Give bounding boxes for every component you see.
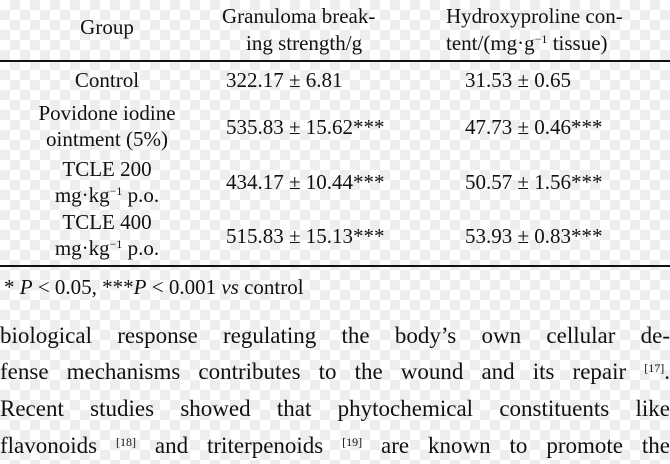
body-line-3: Recent studies showed that phytochemical constituents like [0,396,670,421]
header-hydroxy-line2: tent/($mg\cdot g^{-1}$ tissue) [446,31,608,55]
row-tcle400-group-line2: $mg\cdot kg^{-1}$ p.o. [54,236,160,260]
header-hydroxy-line1: Hydroxyproline con- [446,4,623,28]
row-povidone-group-line1: Povidone iodine [38,101,176,125]
body-line-4: flavonoids [18] and triterpenoids [19] are known to promote the [0,433,670,458]
body-line-1: biological response regulating the body’s own cellular de- [0,323,670,348]
row-povidone-hydroxy: 47.73 ± 0.46*** [465,115,603,139]
row-control-strength: 322.17 ± 6.81 [226,68,343,92]
row-tcle200-group-line2: $mg\cdot kg^{-1}$ p.o. [54,183,160,207]
row-control-group: Control [74,68,140,92]
bottom-rule [0,265,670,267]
row-povidone-group-line2: ointment (5%) [46,127,168,151]
header-rule [0,60,670,62]
row-tcle200-strength: 434.17 ± 10.44*** [226,170,385,194]
table-footnote: * P < 0.05, ***P < 0.001 vs control [4,275,304,299]
row-control-hydroxy: 31.53 ± 0.65 [465,68,572,92]
body-line-2: fense mechanisms contributes to the wound and its repair [17]. [0,359,670,384]
row-tcle400-strength: 515.83 ± 15.13*** [226,224,385,248]
header-group: Group [80,15,134,39]
row-tcle400-hydroxy: 53.93 ± 0.83*** [465,224,603,248]
header-strength-line2: ing strength/g [246,31,363,55]
citation-18: [18] [116,435,136,449]
citation-19: [19] [342,435,363,449]
citation-17: [17] [644,361,665,375]
row-tcle200-group-line1: TCLE 200 [62,157,152,181]
row-tcle200-hydroxy: 50.57 ± 1.56*** [465,170,603,194]
row-tcle400-group-line1: TCLE 400 [62,210,152,234]
row-povidone-strength: 535.83 ± 15.62*** [226,115,385,139]
header-strength-line1: Granuloma break- [222,4,376,28]
